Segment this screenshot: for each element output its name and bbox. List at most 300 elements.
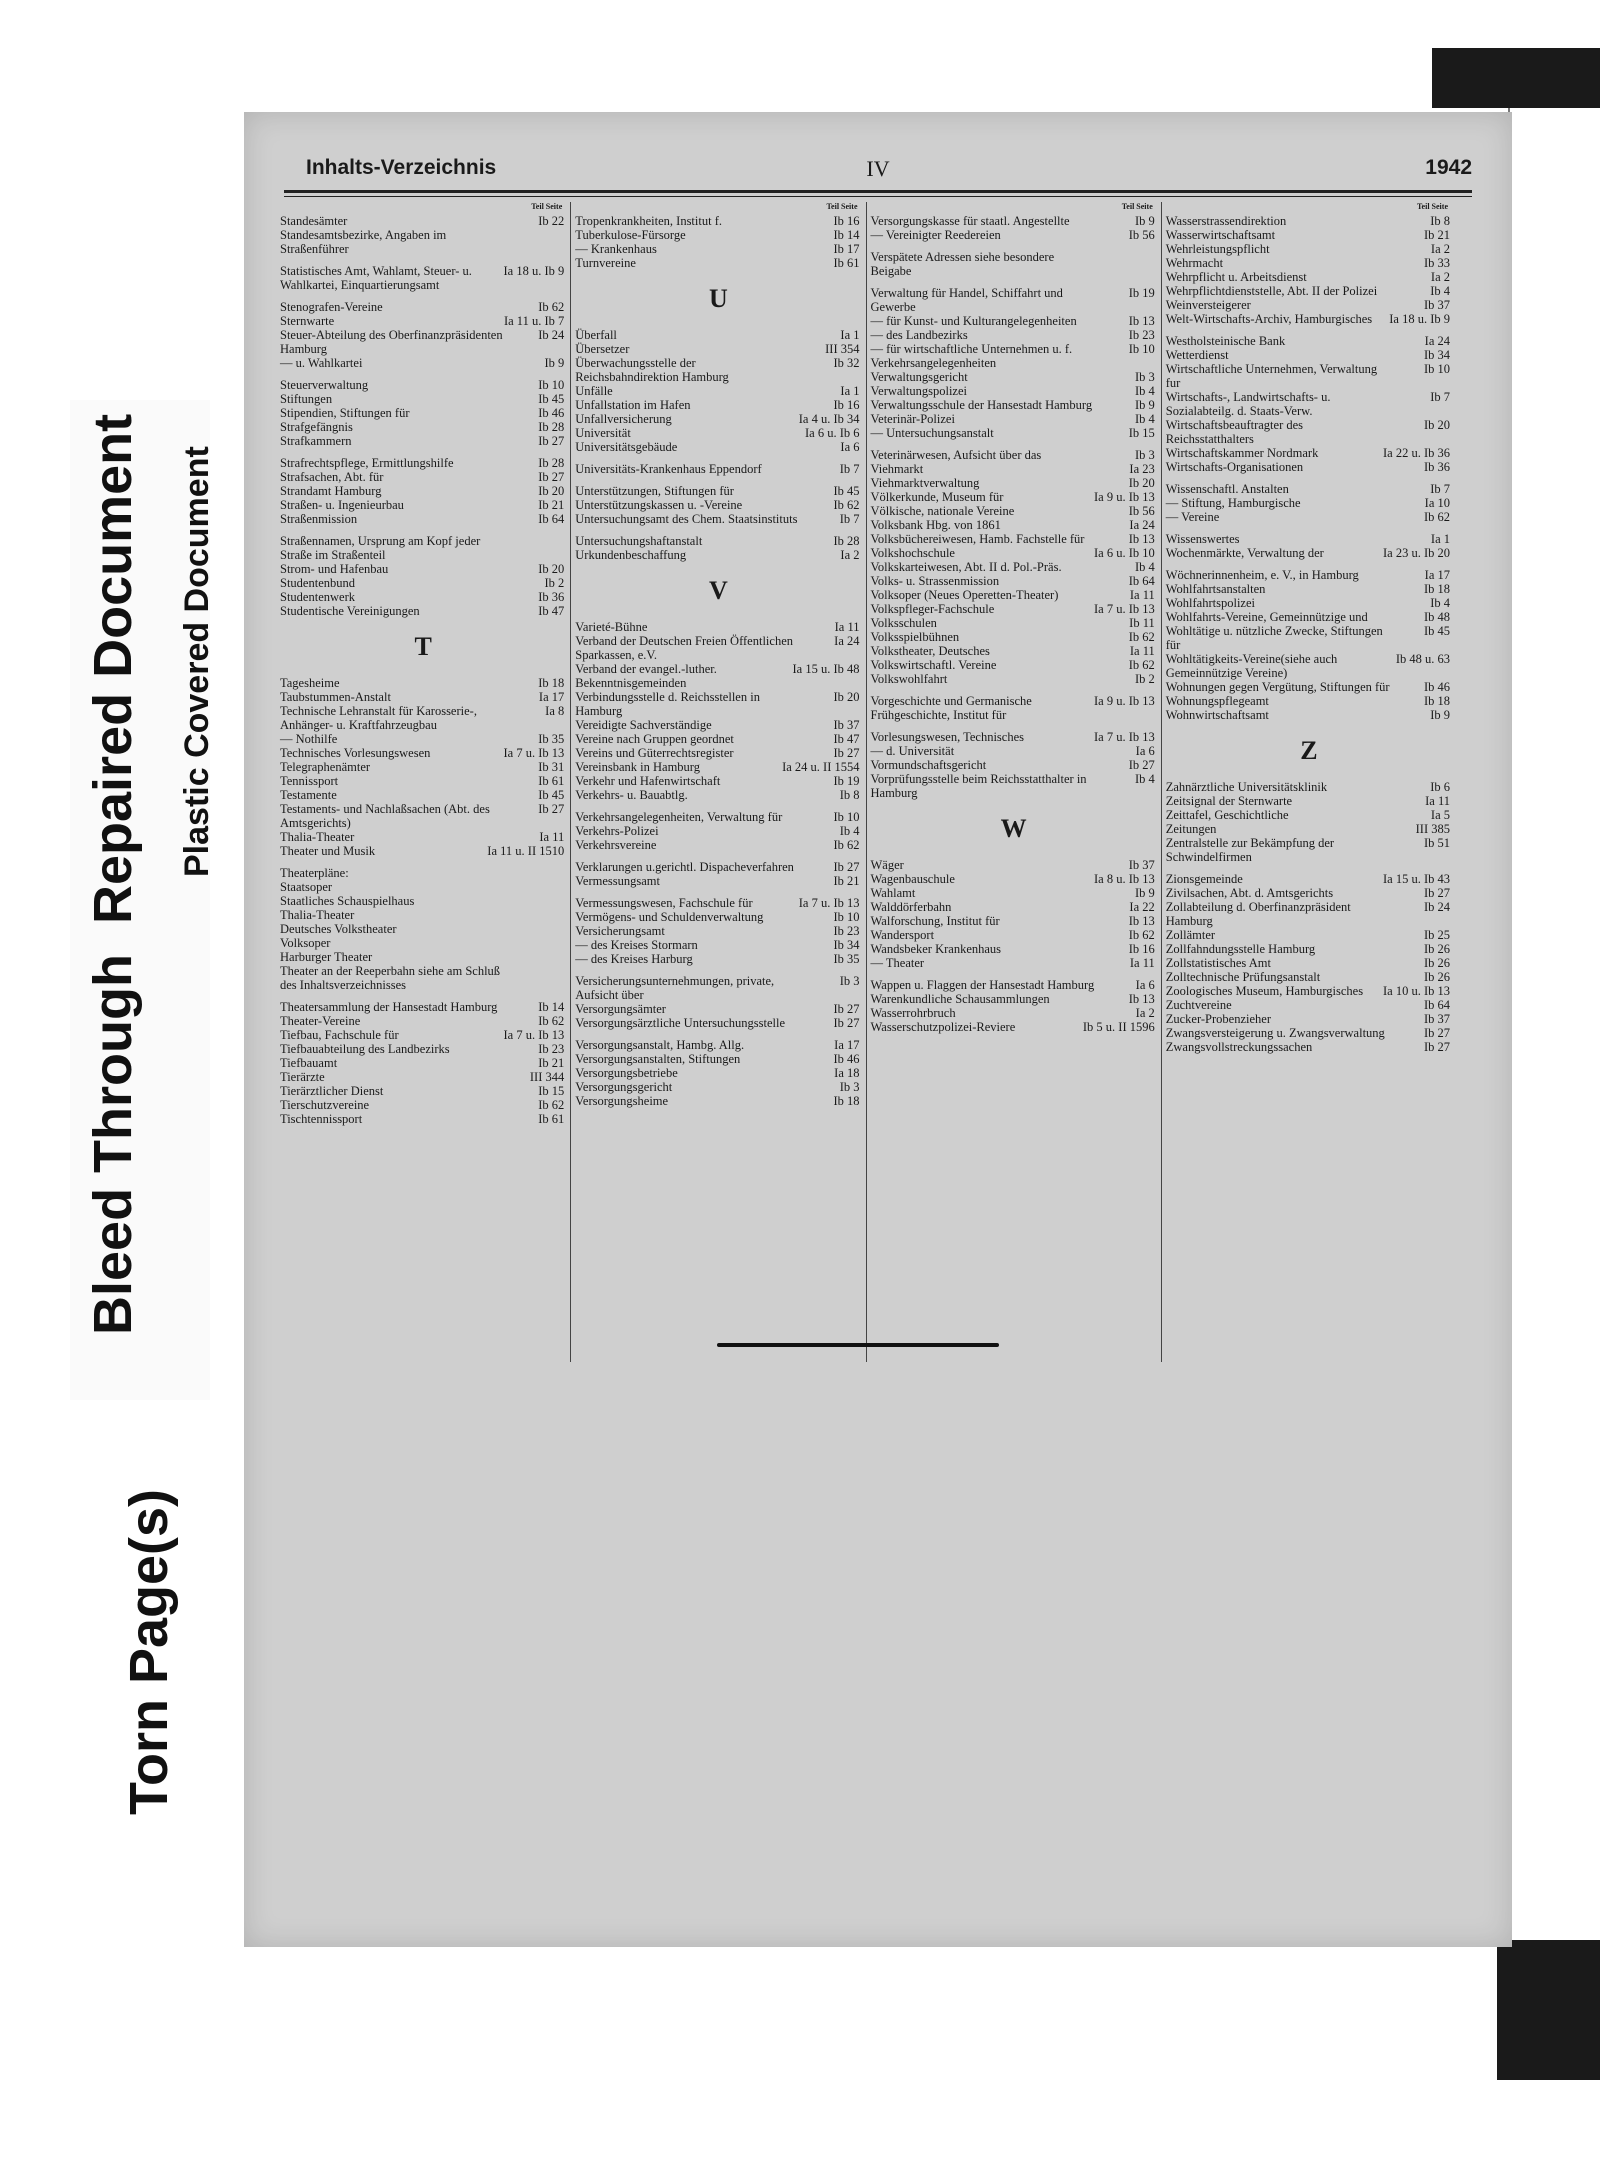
entry-term: Telegraphenämter xyxy=(280,760,371,774)
entry-term: Strafgefängnis xyxy=(280,420,353,434)
entry-term: Westholsteinische Bank xyxy=(1165,334,1286,348)
entry-reference: Ib 15 xyxy=(1128,426,1155,440)
index-entry xyxy=(1166,610,1452,624)
spacer xyxy=(575,476,861,484)
index-entry xyxy=(280,760,566,774)
entry-term: Harburger Theater xyxy=(280,950,373,964)
entry-term: Wirtschafts-Organisationen xyxy=(1165,460,1304,474)
entry-term: Zolltechnische Prüfungsanstalt xyxy=(1165,970,1321,984)
entry-reference: Ib 28 xyxy=(538,420,565,434)
entry-reference: Ib 9 xyxy=(1134,214,1155,228)
entry-term: Tierärzte xyxy=(280,1070,325,1084)
index-column xyxy=(276,202,571,1362)
index-entry xyxy=(871,992,1157,1006)
entry-reference: Ia 23 xyxy=(1129,462,1155,476)
entry-reference: Ia 15 u. Ib 43 xyxy=(1383,872,1450,886)
entry-reference: Ib 13 xyxy=(1128,532,1155,546)
entry-reference: Ib 45 xyxy=(1423,624,1450,638)
entry-reference: Ia 17 xyxy=(834,1038,860,1052)
entry-term: Viehmarktverwaltung xyxy=(870,476,980,490)
entry-term: Volkstheater, Deutsches xyxy=(870,644,990,658)
entry-term: Wandersport xyxy=(870,928,935,942)
entry-reference: Ib 6 xyxy=(1430,780,1450,794)
index-entry xyxy=(575,732,861,746)
entry-reference: Ib 34 xyxy=(833,938,860,952)
entry-reference: Ia 22 u. Ib 36 xyxy=(1383,446,1450,460)
index-entry xyxy=(1166,624,1452,652)
spacer xyxy=(1166,560,1452,568)
entry-term: Vereidigte Sachverständige xyxy=(575,718,712,732)
entry-term: Volks- u. Strassenmission xyxy=(870,574,1000,588)
spacer xyxy=(575,454,861,462)
entry-term: Wohlfahrts-Vereine, Gemeinnützige und xyxy=(1165,610,1368,624)
index-entry xyxy=(575,328,861,342)
index-entry xyxy=(1166,214,1452,228)
index-entry xyxy=(1166,928,1452,942)
entry-term: Verwaltungsschule der Hansestadt Hamburg xyxy=(870,398,1093,412)
entry-term: Turnvereine xyxy=(575,256,636,270)
index-entry xyxy=(871,694,1157,722)
entry-reference: Ib 2 xyxy=(544,576,565,590)
spacer xyxy=(871,440,1157,448)
entry-term: Strandamt Hamburg xyxy=(280,484,382,498)
index-entry xyxy=(280,1014,566,1028)
entry-term: Volkspfleger-Fachschule xyxy=(870,602,995,616)
entry-term: Wochenmärkte, Verwaltung der xyxy=(1165,546,1324,560)
entry-reference: Ib 27 xyxy=(1423,1040,1450,1054)
index-entry xyxy=(871,504,1157,518)
entry-reference: Ib 5 u. II 1596 xyxy=(1082,1020,1155,1034)
entry-reference: Ib 26 xyxy=(1423,970,1450,984)
entry-reference: III 344 xyxy=(529,1070,565,1084)
entry-term: Tierärztlicher Dienst xyxy=(280,1084,384,1098)
entry-term: Wirtschaftliche Unternehmen, Verwaltung fur xyxy=(1165,362,1378,390)
entry-term: Verkehrsvereine xyxy=(575,838,657,852)
index-entry xyxy=(280,456,566,470)
entry-term: Wohltätige u. nützliche Zwecke, Stiftungen für xyxy=(1165,624,1383,652)
entry-term: Wappen u. Flaggen der Hansestadt Hamburg xyxy=(870,978,1095,992)
index-entry xyxy=(575,620,861,634)
entry-term: Verkehrs-Polizei xyxy=(575,824,659,838)
entry-reference: Ib 34 xyxy=(1423,348,1450,362)
entry-reference: Ia 1 xyxy=(840,384,860,398)
entry-reference: Ib 27 xyxy=(833,860,860,874)
entry-reference: Ia 1 xyxy=(840,328,860,342)
entry-term: — Vereinigter Reedereien xyxy=(870,228,1001,242)
entry-term: Straßen- u. Ingenieurbau xyxy=(280,498,404,512)
entry-term: Volkshochschule xyxy=(870,546,955,560)
index-entry xyxy=(280,1098,566,1112)
index-entry xyxy=(575,484,861,498)
entry-reference: Ib 62 xyxy=(1423,510,1450,524)
index-entry xyxy=(1166,956,1452,970)
index-entry xyxy=(1166,298,1452,312)
entry-term: Versorgungsheime xyxy=(575,1094,669,1108)
index-entry xyxy=(1166,582,1452,596)
entry-reference: Ib 11 xyxy=(1129,616,1155,630)
index-entry xyxy=(280,774,566,788)
entry-term: Wasserwirtschaftsamt xyxy=(1165,228,1276,242)
index-entry xyxy=(280,844,566,858)
index-entry xyxy=(871,758,1157,772)
entry-reference: Ia 11 u. II 1510 xyxy=(487,844,565,858)
entry-term: Veterinärwesen, Aufsicht über das xyxy=(870,448,1042,462)
index-entry xyxy=(1166,418,1452,446)
entry-reference: Ib 13 xyxy=(1128,992,1155,1006)
entry-term: Überwachungsstelle der Reichsbahndirektion Hamburg xyxy=(575,356,729,384)
index-entry xyxy=(575,952,861,966)
entry-reference: Ib 20 xyxy=(538,484,565,498)
entry-reference: Ib 10 xyxy=(833,810,860,824)
spacer xyxy=(871,242,1157,250)
entry-term: Verbindungsstelle d. Reichsstellen in Hamburg xyxy=(575,690,760,718)
entry-term: Unterstützungskassen u. -Vereine xyxy=(575,498,743,512)
entry-reference: Ib 28 xyxy=(833,534,860,548)
entry-reference: Ib 3 xyxy=(839,974,860,988)
entry-reference: Ib 18 xyxy=(538,676,565,690)
entry-reference: Ia 24 xyxy=(1424,334,1450,348)
entry-term: Versicherungsamt xyxy=(575,924,665,938)
index-entry xyxy=(575,810,861,824)
entry-reference: Ib 7 xyxy=(1430,482,1450,496)
entry-reference: Ib 25 xyxy=(1423,928,1450,942)
index-entry xyxy=(575,874,861,888)
entry-reference: Ib 56 xyxy=(1128,228,1155,242)
entry-reference: Ib 26 xyxy=(1423,942,1450,956)
entry-term: Vereine nach Gruppen geordnet xyxy=(575,732,734,746)
entry-reference: Ib 13 xyxy=(1128,314,1155,328)
index-entry xyxy=(280,802,566,830)
entry-term: Zollstatistisches Amt xyxy=(1165,956,1271,970)
entry-reference: Ib 23 xyxy=(833,924,860,938)
entry-reference: Ib 37 xyxy=(1423,1012,1450,1026)
index-entry xyxy=(280,1042,566,1056)
entry-reference: Ia 2 xyxy=(1430,242,1450,256)
entry-reference: Ib 18 xyxy=(1423,582,1450,596)
entry-reference: Ib 9 xyxy=(1430,708,1450,722)
entry-reference: Ib 4 xyxy=(1134,412,1155,426)
entry-reference: Ia 10 xyxy=(1424,496,1450,510)
entry-reference: Ib 15 xyxy=(538,1084,565,1098)
index-entry xyxy=(280,378,566,392)
entry-term: — für wirtschaftliche Unternehmen u. f. Verkehrsangelegenheiten xyxy=(870,342,1073,370)
entry-reference: Ia 9 u. Ib 13 xyxy=(1094,694,1155,708)
entry-term: Studentenbund xyxy=(280,576,355,590)
index-entry xyxy=(575,214,861,228)
index-entry xyxy=(871,1020,1157,1034)
plastic-covered-label: Plastic Covered Document xyxy=(178,446,216,877)
entry-reference: Ib 23 xyxy=(538,1042,565,1056)
index-entry xyxy=(1166,836,1452,864)
index-entry xyxy=(871,314,1157,328)
spacer xyxy=(871,722,1157,730)
entry-term: — für Kunst- und Kulturangelegenheiten xyxy=(870,314,1077,328)
index-entry xyxy=(575,426,861,440)
entry-reference: Ib 2 xyxy=(1134,672,1155,686)
entry-term: Untersuchungsamt des Chem. Staatsinstituts xyxy=(575,512,798,526)
entry-reference: Ib 22 xyxy=(538,214,565,228)
entry-term: — des Kreises Harburg xyxy=(575,952,693,966)
entry-reference: Ib 62 xyxy=(1128,658,1155,672)
entry-term: Straßenmission xyxy=(280,512,358,526)
entry-term: — d. Universität xyxy=(870,744,955,758)
index-entry xyxy=(871,956,1157,970)
entry-term: Verwaltung für Handel, Schiffahrt und Gewerbe xyxy=(870,286,1063,314)
entry-term: Zwangsversteigerung u. Zwangsverwaltung xyxy=(1165,1026,1385,1040)
entry-term: Vereins und Güterrechtsregister xyxy=(575,746,734,760)
entry-reference: Ib 16 xyxy=(1128,942,1155,956)
entry-term: Verkehrs- u. Bauabtlg. xyxy=(575,788,688,802)
entry-reference: Ib 62 xyxy=(1128,630,1155,644)
entry-term: Überfall xyxy=(575,328,617,342)
index-entry xyxy=(575,356,861,384)
entry-term: Unfälle xyxy=(575,384,613,398)
entry-reference: Ib 4 xyxy=(1134,560,1155,574)
index-entry xyxy=(1166,680,1452,694)
index-entry xyxy=(871,384,1157,398)
entry-term: Versorgungsbetriebe xyxy=(575,1066,678,1080)
index-entry xyxy=(280,732,566,746)
index-entry xyxy=(575,462,861,476)
entry-reference: Ib 48 u. 63 xyxy=(1395,652,1450,666)
index-entry xyxy=(871,644,1157,658)
index-entry xyxy=(871,286,1157,314)
entry-reference: Ia 17 xyxy=(538,690,565,704)
section-letter: W xyxy=(1000,814,1027,843)
entry-term: Unterstützungen, Stiftungen für xyxy=(575,484,734,498)
entry-term: Vorgeschichte und Germanische Frühgeschichte, Institut für xyxy=(870,694,1032,722)
index-entry xyxy=(575,342,861,356)
index-entry xyxy=(871,412,1157,426)
entry-reference: Ib 27 xyxy=(538,470,565,484)
entry-reference: Ia 17 xyxy=(1424,568,1450,582)
entry-term: Versorgungsämter xyxy=(575,1002,666,1016)
entry-term: Viehmarkt xyxy=(870,462,924,476)
entry-term: Standesamtsbezirke, Angaben im Straßenführer xyxy=(280,228,447,256)
index-entry xyxy=(871,886,1157,900)
entry-reference: Ib 62 xyxy=(1128,928,1155,942)
index-columns xyxy=(276,202,1456,1362)
index-entry xyxy=(871,744,1157,758)
entry-term: Walddörferbahn xyxy=(870,900,952,914)
entry-term: Übersetzer xyxy=(575,342,630,356)
index-entry xyxy=(575,548,861,562)
entry-term: Volksbank Hbg. von 1861 xyxy=(870,518,1001,532)
entry-term: Wasserrohrbruch xyxy=(870,1006,956,1020)
entry-term: Wirtschaftskammer Nordmark xyxy=(1165,446,1319,460)
entry-term: Zwangsvollstreckungssachen xyxy=(1165,1040,1313,1054)
bleed-through-label xyxy=(82,414,144,1335)
index-entry xyxy=(280,590,566,604)
entry-reference: Ib 35 xyxy=(833,952,860,966)
spacer xyxy=(575,1030,861,1038)
header-rule xyxy=(284,190,1472,193)
entry-reference: Ib 62 xyxy=(538,1014,565,1028)
section-letter: V xyxy=(708,576,728,605)
spacer xyxy=(575,802,861,810)
entry-reference: Ib 19 xyxy=(1128,286,1155,300)
index-entry xyxy=(1166,334,1452,348)
entry-term: Theater und Musik xyxy=(280,844,376,858)
entry-reference: Ia 5 xyxy=(1430,808,1450,822)
index-entry xyxy=(575,242,861,256)
entry-term: Volksoper (Neues Operetten-Theater) xyxy=(870,588,1059,602)
entry-reference: Ib 36 xyxy=(1423,460,1450,474)
spacer xyxy=(871,970,1157,978)
index-entry xyxy=(280,922,566,936)
entry-reference: Ib 27 xyxy=(538,802,565,816)
entry-reference: Ib 61 xyxy=(833,256,860,270)
entry-reference: Ib 45 xyxy=(538,788,565,802)
entry-term: Versorgungsanstalt, Hambg. Allg. xyxy=(575,1038,745,1052)
entry-term: Standesämter xyxy=(280,214,348,228)
index-entry xyxy=(280,576,566,590)
entry-term: Staatsoper xyxy=(280,880,333,894)
entry-reference: Ia 24 u. II 1554 xyxy=(782,760,860,774)
entry-term: — Nothilfe xyxy=(280,732,338,746)
entry-term: Wohlfahrtsanstalten xyxy=(1165,582,1266,596)
index-entry xyxy=(575,256,861,270)
entry-reference: Ib 27 xyxy=(1128,758,1155,772)
entry-term: Zuchtvereine xyxy=(1165,998,1232,1012)
entry-term: Versicherungsunternehmungen, private, Aufsicht über xyxy=(575,974,775,1002)
index-entry xyxy=(871,658,1157,672)
entry-reference: Ia 8 xyxy=(545,704,565,718)
index-entry xyxy=(1166,532,1452,546)
entry-term: Strafkammern xyxy=(280,434,352,448)
index-entry xyxy=(575,924,861,938)
bleed-through-text: Bleed Through xyxy=(83,954,143,1335)
entry-term: Testamente xyxy=(280,788,337,802)
index-entry xyxy=(575,534,861,548)
entry-term: Vorprüfungsstelle beim Reichsstatthalter in Hamburg xyxy=(870,772,1087,800)
index-entry xyxy=(280,676,566,690)
page-title: Inhalts-Verzeichnis xyxy=(306,156,497,179)
entry-term: Versorgungsanstalten, Stiftungen xyxy=(575,1052,741,1066)
entry-term: Stenografen-Vereine xyxy=(280,300,383,314)
index-entry xyxy=(871,448,1157,462)
entry-term: Verklarungen u.gerichtl. Dispacheverfahren xyxy=(575,860,794,874)
entry-term: Tiefbau, Fachschule für xyxy=(280,1028,399,1042)
index-entry xyxy=(280,470,566,484)
entry-term: Vorlesungswesen, Technisches xyxy=(870,730,1024,744)
index-entry xyxy=(1166,900,1452,928)
index-entry xyxy=(280,356,566,370)
index-entry xyxy=(280,908,566,922)
entry-reference: Ib 62 xyxy=(538,300,565,314)
entry-term: Tischtennissport xyxy=(280,1112,363,1126)
entry-reference: Ib 37 xyxy=(1423,298,1450,312)
entry-term: — des Kreises Stormarn xyxy=(575,938,698,952)
entry-term: Tierschutzvereine xyxy=(280,1098,370,1112)
entry-term: Veterinär-Polizei xyxy=(870,412,955,426)
index-entry xyxy=(1166,496,1452,510)
entry-reference: Ia 1 xyxy=(1430,532,1450,546)
index-entry xyxy=(1166,970,1452,984)
index-entry xyxy=(1166,284,1452,298)
entry-reference: Ib 27 xyxy=(833,1002,860,1016)
index-entry xyxy=(280,392,566,406)
index-entry xyxy=(575,1094,861,1108)
index-entry xyxy=(280,936,566,950)
index-entry xyxy=(575,228,861,242)
entry-term: Wetterdienst xyxy=(1165,348,1229,362)
entry-reference: Ib 31 xyxy=(538,760,565,774)
entry-term: Vormundschaftsgericht xyxy=(870,758,987,772)
entry-term: Verkehrsangelegenheiten, Verwaltung für xyxy=(575,810,783,824)
index-entry xyxy=(280,534,566,562)
entry-term: Stipendien, Stiftungen für xyxy=(280,406,410,420)
index-entry xyxy=(871,426,1157,440)
entry-reference: Ib 14 xyxy=(538,1000,565,1014)
repaired-document-text: Repaired Document xyxy=(83,413,143,924)
entry-reference: Ib 24 xyxy=(538,328,565,342)
entry-term: Sternwarte xyxy=(280,314,335,328)
entry-reference: Ib 62 xyxy=(833,838,860,852)
entry-term: Zoologisches Museum, Hamburgisches xyxy=(1165,984,1364,998)
entry-reference: Ib 7 xyxy=(839,462,860,476)
entry-reference: Ia 15 u. Ib 48 xyxy=(792,662,860,676)
entry-reference: Ib 46 xyxy=(538,406,565,420)
index-entry xyxy=(280,328,566,356)
index-entry xyxy=(575,662,861,690)
entry-term: Wäger xyxy=(870,858,904,872)
index-entry xyxy=(871,1006,1157,1020)
index-entry xyxy=(871,560,1157,574)
entry-reference: Ib 36 xyxy=(538,590,565,604)
index-entry xyxy=(575,838,861,852)
index-entry xyxy=(1166,362,1452,390)
index-entry xyxy=(871,942,1157,956)
entry-term: Zeitsignal der Sternwarte xyxy=(1165,794,1293,808)
entry-term: Deutsches Volkstheater xyxy=(280,922,397,936)
entry-term: Universitätsgebäude xyxy=(575,440,678,454)
entry-reference: Ia 2 xyxy=(840,548,860,562)
index-entry xyxy=(871,328,1157,342)
entry-term: Zollfahndungsstelle Hamburg xyxy=(1165,942,1316,956)
entry-reference: Ib 9 xyxy=(1134,886,1155,900)
entry-reference: Ib 33 xyxy=(1423,256,1450,270)
entry-reference: Ib 10 xyxy=(833,910,860,924)
entry-reference: Ib 20 xyxy=(1128,476,1155,490)
index-entry xyxy=(280,704,566,732)
index-entry xyxy=(871,978,1157,992)
entry-term: Völkische, nationale Vereine xyxy=(870,504,1015,518)
entry-reference: Ib 19 xyxy=(833,774,860,788)
entry-reference: Ib 56 xyxy=(1128,504,1155,518)
entry-term: Tropenkrankheiten, Institut f. xyxy=(575,214,722,228)
entry-reference: Ia 8 u. Ib 13 xyxy=(1094,872,1155,886)
entry-term: Zivilsachen, Abt. d. Amtsgerichts xyxy=(1165,886,1334,900)
entry-reference: Ib 48 xyxy=(1423,610,1450,624)
entry-reference: Ia 11 xyxy=(834,620,860,634)
index-entry xyxy=(280,562,566,576)
index-entry xyxy=(1166,460,1452,474)
entry-term: Wagenbauschule xyxy=(870,872,955,886)
index-entry xyxy=(1166,510,1452,524)
entry-term: Volkskarteiwesen, Abt. II d. Pol.-Präs. xyxy=(870,560,1062,574)
index-entry xyxy=(871,872,1157,886)
entry-term: Tiefbauabteilung des Landbezirks xyxy=(280,1042,450,1056)
index-entry xyxy=(280,1056,566,1070)
entry-reference: Ib 27 xyxy=(833,746,860,760)
index-entry xyxy=(575,1066,861,1080)
entry-term: Theaterpläne: xyxy=(280,866,349,880)
document-page xyxy=(244,112,1512,1947)
index-entry xyxy=(1166,482,1452,496)
entry-reference: Ib 46 xyxy=(1423,680,1450,694)
index-entry xyxy=(1166,708,1452,722)
